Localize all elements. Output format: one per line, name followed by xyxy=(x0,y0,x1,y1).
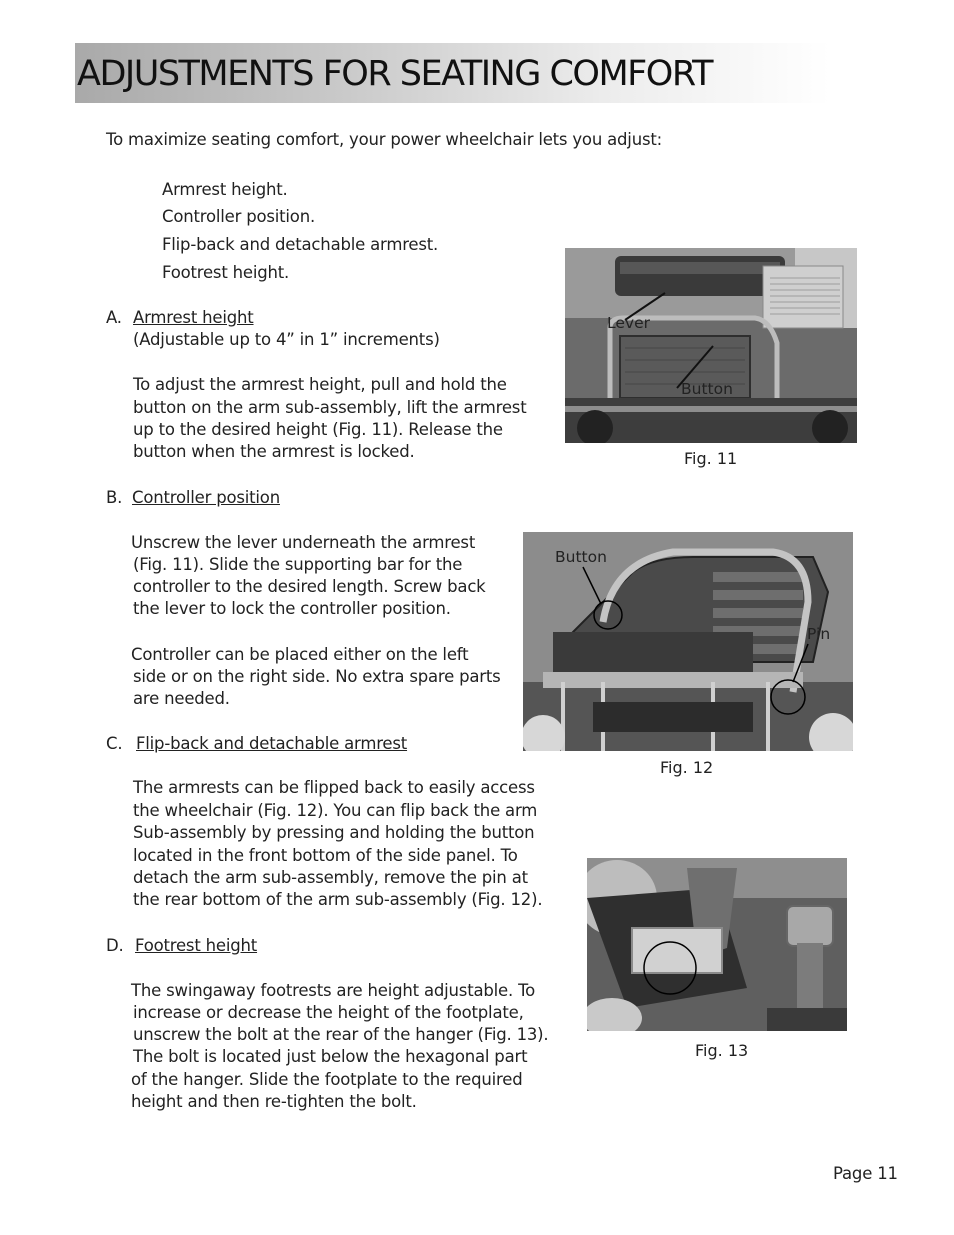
section-a-heading: Armrest height xyxy=(133,308,254,327)
section-c-line: the wheelchair (Fig. 12). You can flip back the arm xyxy=(133,801,538,820)
section-d-line: The swingaway footrests are height adjustable. To xyxy=(131,981,536,1000)
section-d-line: The bolt is located just below the hexagonal part xyxy=(133,1047,528,1066)
section-a-line: button when the armrest is locked. xyxy=(133,442,415,461)
section-c-line: located in the front bottom of the side panel. To xyxy=(133,846,518,865)
section-d-line: of the hanger. Slide the footplate to the required xyxy=(131,1070,523,1089)
section-b-line: side or on the right side. No extra spare parts xyxy=(133,667,501,686)
section-c-line: The armrests can be flipped back to easily access xyxy=(133,778,535,797)
section-b-line: controller to the desired length. Screw back xyxy=(133,577,486,596)
section-b-line: Unscrew the lever underneath the armrest xyxy=(131,533,476,552)
fig11-label-lever: Lever xyxy=(607,314,650,332)
section-c-heading: Flip-back and detachable armrest xyxy=(136,734,408,753)
fig12-label-pin: Pin xyxy=(807,625,831,643)
title-bar xyxy=(75,43,830,103)
page-title: ADJUSTMENTS FOR SEATING COMFORT xyxy=(77,54,712,94)
section-a-line: up to the desired height (Fig. 11). Release the xyxy=(133,420,503,439)
fig11-photo xyxy=(565,248,857,443)
section-b-line: the lever to lock the controller position. xyxy=(133,599,451,618)
section-d-heading: Footrest height xyxy=(135,936,258,955)
section-a-letter: A. xyxy=(106,308,122,327)
fig12-caption: Fig. 12 xyxy=(660,758,714,777)
fig11-label-button: Button xyxy=(681,380,733,398)
adjust-list-item: Flip-back and detachable armrest. xyxy=(162,235,439,254)
section-d-line: unscrew the bolt at the rear of the hanger (Fig. 13). xyxy=(133,1025,549,1044)
page-number: Page 11 xyxy=(833,1164,898,1183)
section-b-letter: B. xyxy=(106,488,123,507)
section-c-line: detach the arm sub-assembly, remove the pin at xyxy=(133,868,528,887)
section-d-line: increase or decrease the height of the footplate, xyxy=(133,1003,524,1022)
section-c-line: Sub-assembly by pressing and holding the button xyxy=(133,823,535,842)
section-c-letter: C. xyxy=(106,734,123,753)
adjust-list-item: Armrest height. xyxy=(162,180,288,199)
adjust-list-item: Footrest height. xyxy=(162,263,290,282)
section-a-note: (Adjustable up to 4” in 1” increments) xyxy=(133,330,440,349)
fig13-photo xyxy=(587,858,847,1031)
fig12-label-button: Button xyxy=(555,548,607,566)
fig13-caption: Fig. 13 xyxy=(695,1041,749,1060)
section-b-line: (Fig. 11). Slide the supporting bar for the xyxy=(133,555,463,574)
fig11-caption: Fig. 11 xyxy=(684,449,738,468)
section-b-line: Controller can be placed either on the left xyxy=(131,645,469,664)
intro-text: To maximize seating comfort, your power wheelchair lets you adjust: xyxy=(106,130,662,149)
section-d-line: height and then re-tighten the bolt. xyxy=(131,1092,417,1111)
section-c-line: the rear bottom of the arm sub-assembly (Fig. 12). xyxy=(133,890,543,909)
section-a-line: To adjust the armrest height, pull and hold the xyxy=(133,375,507,394)
adjust-list-item: Controller position. xyxy=(162,207,316,226)
section-b-line: are needed. xyxy=(133,689,230,708)
section-a-line: button on the arm sub-assembly, lift the armrest xyxy=(133,398,527,417)
section-b-heading: Controller position xyxy=(132,488,280,507)
section-d-letter: D. xyxy=(106,936,124,955)
